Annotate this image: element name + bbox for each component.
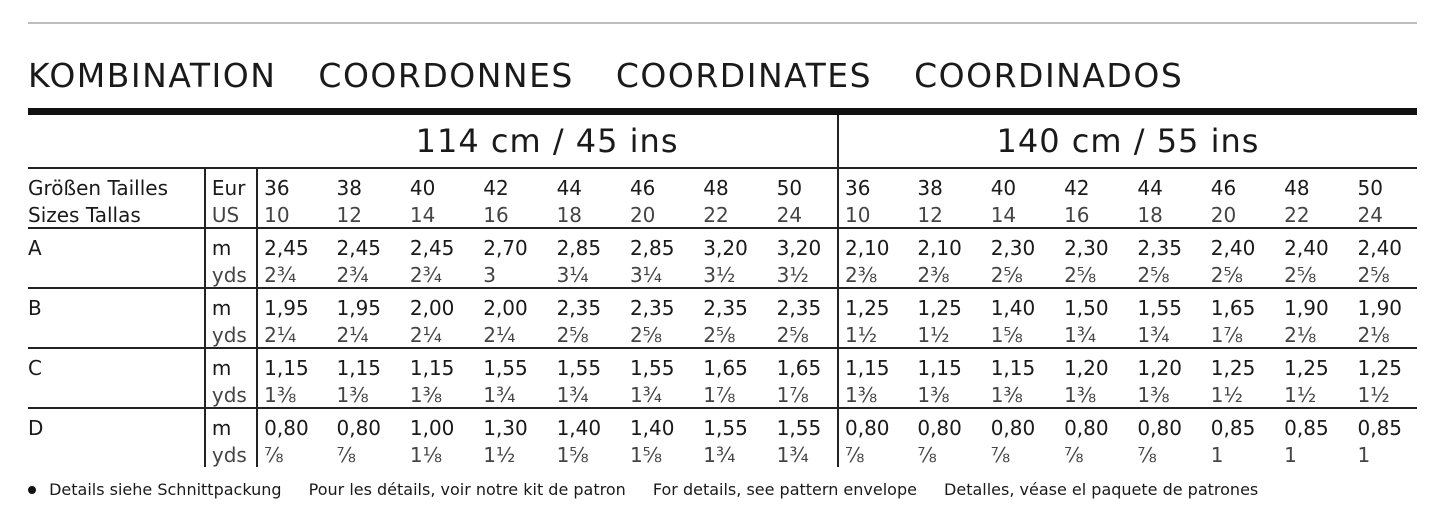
yards-value: 1⅛ [409, 443, 442, 467]
yards-value: 3¼ [551, 263, 624, 288]
us-size: 20 [624, 203, 697, 228]
meters-value: 1,40 [556, 416, 602, 440]
eur-label: Eur [211, 176, 246, 200]
us-size: 22 [1278, 203, 1351, 228]
yards-value: 1¾ [1058, 323, 1131, 348]
yards-value: 2⅝ [1205, 263, 1278, 288]
us-size: 14 [985, 203, 1058, 228]
title-divider [28, 108, 1417, 115]
yards-value: 1⅜ [1131, 383, 1204, 408]
eur-size: 50 [1357, 176, 1383, 200]
us-label: US [205, 203, 257, 228]
meters-value: 1,00 [409, 416, 455, 440]
meters-value: 1,25 [1284, 356, 1329, 380]
title-fr: COORDONNES [318, 56, 574, 95]
us-size: 24 [771, 203, 838, 228]
meters-value: 1,15 [336, 356, 382, 380]
meters-value: 1,65 [1210, 296, 1256, 320]
unit-yds: yds [205, 383, 257, 408]
eur-size: 46 [629, 176, 656, 200]
meters-value: 0,80 [257, 408, 330, 443]
meters-value: 1,90 [1284, 296, 1329, 320]
meters-value: 0,85 [1357, 416, 1403, 440]
meters-value: 0,85 [1210, 416, 1256, 440]
meters-value: 2,00 [409, 296, 455, 320]
title-de: KOMBINATION [28, 56, 277, 95]
yards-value: 1 [1210, 443, 1224, 467]
meters-value: 1,95 [336, 296, 382, 320]
yards-value: 1⅜ [985, 383, 1058, 408]
footer-note-en: For details, see pattern envelope [652, 480, 917, 499]
yards-value: 1⅝ [629, 443, 663, 467]
yards-value: 2¼ [477, 323, 550, 348]
yards-value: 1½ [1352, 383, 1418, 408]
footer-note-fr: Pour les détails, voir notre kit de patron [308, 480, 626, 499]
yards-value: 1¾ [477, 383, 550, 408]
yards-value: 2⅝ [1278, 263, 1351, 288]
meters-value: 1,65 [776, 356, 822, 380]
view-label-blank [28, 383, 205, 408]
meters-value: 2,85 [556, 236, 602, 260]
yards-value: 1⅜ [1058, 383, 1131, 408]
footer-note-de: Details siehe Schnittpackung [49, 480, 282, 499]
meters-value: 1,20 [1064, 356, 1109, 380]
eur-size: 50 [776, 176, 803, 200]
us-size: 10 [257, 203, 330, 228]
fabric-width-140: 140 cm / 55 ins [838, 115, 1417, 168]
meters-value: 2,10 [917, 236, 962, 260]
fabric-width-114: 114 cm / 45 ins [257, 115, 838, 168]
footer-notes [28, 480, 1280, 499]
us-size: 18 [551, 203, 624, 228]
yards-value: 2⅝ [551, 323, 624, 348]
view-label: A [28, 228, 205, 263]
yards-value: 2⅝ [1352, 263, 1418, 288]
yards-value: ⅞ [257, 443, 330, 467]
yards-value: 2⅝ [1058, 263, 1131, 288]
eur-size: 36 [257, 168, 330, 203]
footer-note-es: Detalles, véase el paquete de patrones [944, 480, 1259, 499]
yardage-table [28, 115, 1417, 467]
view-row-yards [28, 263, 1417, 288]
yards-value: 3½ [697, 263, 770, 288]
us-size: 18 [1131, 203, 1204, 228]
eur-size: 38 [336, 176, 362, 200]
meters-value: 1,40 [990, 296, 1036, 320]
yards-value: 2⅛ [1278, 323, 1351, 348]
meters-value: 2,35 [556, 296, 602, 320]
unit-yds: yds [205, 323, 257, 348]
yards-value: 2⅜ [838, 263, 911, 288]
eur-size: 46 [1210, 176, 1237, 200]
meters-value: 1,15 [990, 356, 1036, 380]
yards-value: ⅞ [336, 443, 356, 467]
meters-value: 3,20 [776, 236, 822, 260]
meters-value: 2,85 [629, 236, 675, 260]
meters-value: 1,15 [838, 348, 911, 383]
meters-value: 2,35 [776, 296, 822, 320]
meters-value: 1,25 [917, 296, 962, 320]
meters-value: 1,40 [629, 416, 675, 440]
meters-value: 2,35 [703, 296, 748, 320]
meters-value: 2,30 [1064, 236, 1109, 260]
yards-value: 1⅝ [985, 323, 1058, 348]
view-label: D [28, 408, 205, 443]
yards-value: 1¾ [703, 443, 736, 467]
meters-value: 2,35 [629, 296, 675, 320]
yards-value: 2⅝ [624, 323, 697, 348]
yards-value: 2¼ [257, 323, 330, 348]
yards-value: 1¾ [1131, 323, 1204, 348]
yards-value: 2⅜ [911, 263, 984, 288]
meters-value: 2,40 [1284, 236, 1329, 260]
view-label: C [28, 348, 205, 383]
unit-m: m [211, 356, 232, 380]
yards-value: 1¾ [776, 443, 809, 467]
us-size: 14 [404, 203, 477, 228]
top-divider [28, 22, 1417, 24]
yards-value: 3½ [771, 263, 838, 288]
yards-value: ⅞ [917, 443, 937, 467]
unit-yds: yds [211, 443, 247, 467]
page-title [28, 56, 1213, 95]
yards-value: 2¾ [331, 263, 404, 288]
view-row-yards [28, 383, 1417, 408]
meters-value: 2,45 [336, 236, 382, 260]
yards-value: 1⅝ [556, 443, 589, 467]
view-label-blank [28, 443, 205, 467]
meters-value: 1,15 [917, 356, 962, 380]
yards-value: 1½ [1205, 383, 1278, 408]
meters-value: 1,25 [1357, 356, 1403, 380]
view-row-yards [28, 443, 1417, 467]
eur-size: 40 [409, 176, 436, 200]
yards-value: 1¾ [551, 383, 624, 408]
meters-value: 0,85 [1284, 416, 1329, 440]
unit-m: m [211, 296, 232, 320]
yards-value: 2⅛ [1352, 323, 1418, 348]
meters-value: 0,80 [1064, 416, 1109, 440]
view-row-yards [28, 323, 1417, 348]
eur-size: 36 [838, 168, 911, 203]
us-size: 24 [1352, 203, 1418, 228]
meters-value: 1,90 [1357, 296, 1403, 320]
yards-value: 2⅝ [985, 263, 1058, 288]
yards-value: 2⅝ [1131, 263, 1204, 288]
us-size: 16 [477, 203, 550, 228]
yards-value: 1½ [838, 323, 911, 348]
yards-value: 2¼ [404, 323, 477, 348]
yards-value: 1⅜ [838, 383, 911, 408]
yards-value: 1⅜ [911, 383, 984, 408]
yards-value: 3¼ [624, 263, 697, 288]
meters-value: 1,30 [483, 416, 528, 440]
yards-value: ⅞ [990, 443, 1011, 467]
size-label-line1: Größen Tailles [28, 168, 205, 203]
eur-size: 42 [1064, 176, 1090, 200]
eur-size: 40 [990, 176, 1017, 200]
eur-size: 38 [917, 176, 943, 200]
meters-value: 0,80 [917, 416, 962, 440]
view-label: B [28, 288, 205, 323]
yards-value: ⅞ [1064, 443, 1084, 467]
eur-size: 48 [1284, 176, 1310, 200]
meters-value: 1,50 [1064, 296, 1109, 320]
eur-size: 48 [703, 176, 729, 200]
meters-value: 2,45 [409, 236, 455, 260]
meters-value: 2,10 [838, 228, 911, 263]
view-label-blank [28, 323, 205, 348]
view-row-meters [28, 288, 1417, 323]
yards-value: 1½ [483, 443, 516, 467]
meters-value: 2,45 [257, 228, 330, 263]
yards-value: 1⅞ [771, 383, 838, 408]
yards-value: 3 [477, 263, 550, 288]
us-size: 10 [838, 203, 911, 228]
meters-value: 2,70 [483, 236, 528, 260]
size-label-line2: Sizes Tallas [28, 203, 205, 228]
yards-value: ⅞ [1137, 443, 1157, 467]
title-en: COORDINATES [615, 56, 873, 95]
unit-m: m [211, 416, 232, 440]
meters-value: 2,40 [1357, 236, 1403, 260]
unit-yds: yds [205, 263, 257, 288]
meters-value: 2,35 [1137, 236, 1182, 260]
view-row-meters [28, 348, 1417, 383]
meters-value: 1,65 [703, 356, 748, 380]
yards-value: 1 [1357, 443, 1371, 467]
meters-value: 0,80 [838, 408, 911, 443]
meters-value: 2,00 [483, 296, 528, 320]
yards-value: 1⅞ [1205, 323, 1278, 348]
size-eur-row [28, 168, 1417, 203]
meters-value: 1,55 [1137, 296, 1182, 320]
meters-value: 0,80 [1137, 416, 1182, 440]
yards-value: 1⅞ [697, 383, 770, 408]
yards-value: 1½ [911, 323, 984, 348]
meters-value: 1,25 [838, 288, 911, 323]
yards-value: 1¾ [624, 383, 697, 408]
us-size: 12 [331, 203, 404, 228]
eur-size: 44 [556, 176, 583, 200]
meters-value: 3,20 [703, 236, 748, 260]
meters-value: 1,15 [257, 348, 330, 383]
view-row-meters [28, 408, 1417, 443]
fabric-width-row [28, 115, 1417, 168]
width-head-blank [28, 115, 257, 168]
yards-value: 2⅝ [771, 323, 838, 348]
eur-size: 42 [483, 176, 509, 200]
view-label-blank [28, 263, 205, 288]
yards-value: 1⅜ [331, 383, 404, 408]
meters-value: 1,20 [1137, 356, 1182, 380]
unit-m: m [211, 236, 232, 260]
us-size: 16 [1058, 203, 1131, 228]
yards-value: 1⅜ [257, 383, 330, 408]
meters-value: 0,80 [336, 416, 382, 440]
view-row-meters [28, 228, 1417, 263]
title-es: COORDINADOS [914, 56, 1184, 95]
meters-value: 2,40 [1210, 236, 1256, 260]
yards-value: 2⅝ [697, 323, 770, 348]
yards-value: 1 [1284, 443, 1297, 467]
meters-value: 1,15 [409, 356, 455, 380]
us-size: 12 [911, 203, 984, 228]
yards-value: 1½ [1278, 383, 1351, 408]
us-size: 22 [697, 203, 770, 228]
us-size: 20 [1205, 203, 1278, 228]
yards-value: 2¼ [331, 323, 404, 348]
meters-value: 1,55 [556, 356, 602, 380]
size-us-row [28, 203, 1417, 228]
meters-value: 1,55 [703, 416, 748, 440]
meters-value: 1,55 [483, 356, 528, 380]
yards-value: 2¾ [257, 263, 330, 288]
meters-value: 0,80 [990, 416, 1036, 440]
meters-value: 1,95 [257, 288, 330, 323]
yards-value: 1⅜ [404, 383, 477, 408]
yards-value: 2¾ [404, 263, 477, 288]
meters-value: 2,30 [990, 236, 1036, 260]
meters-value: 1,25 [1210, 356, 1256, 380]
meters-value: 1,55 [629, 356, 675, 380]
eur-size: 44 [1137, 176, 1163, 200]
meters-value: 1,55 [776, 416, 822, 440]
yards-value: ⅞ [838, 443, 911, 467]
bullet-icon [28, 486, 36, 494]
